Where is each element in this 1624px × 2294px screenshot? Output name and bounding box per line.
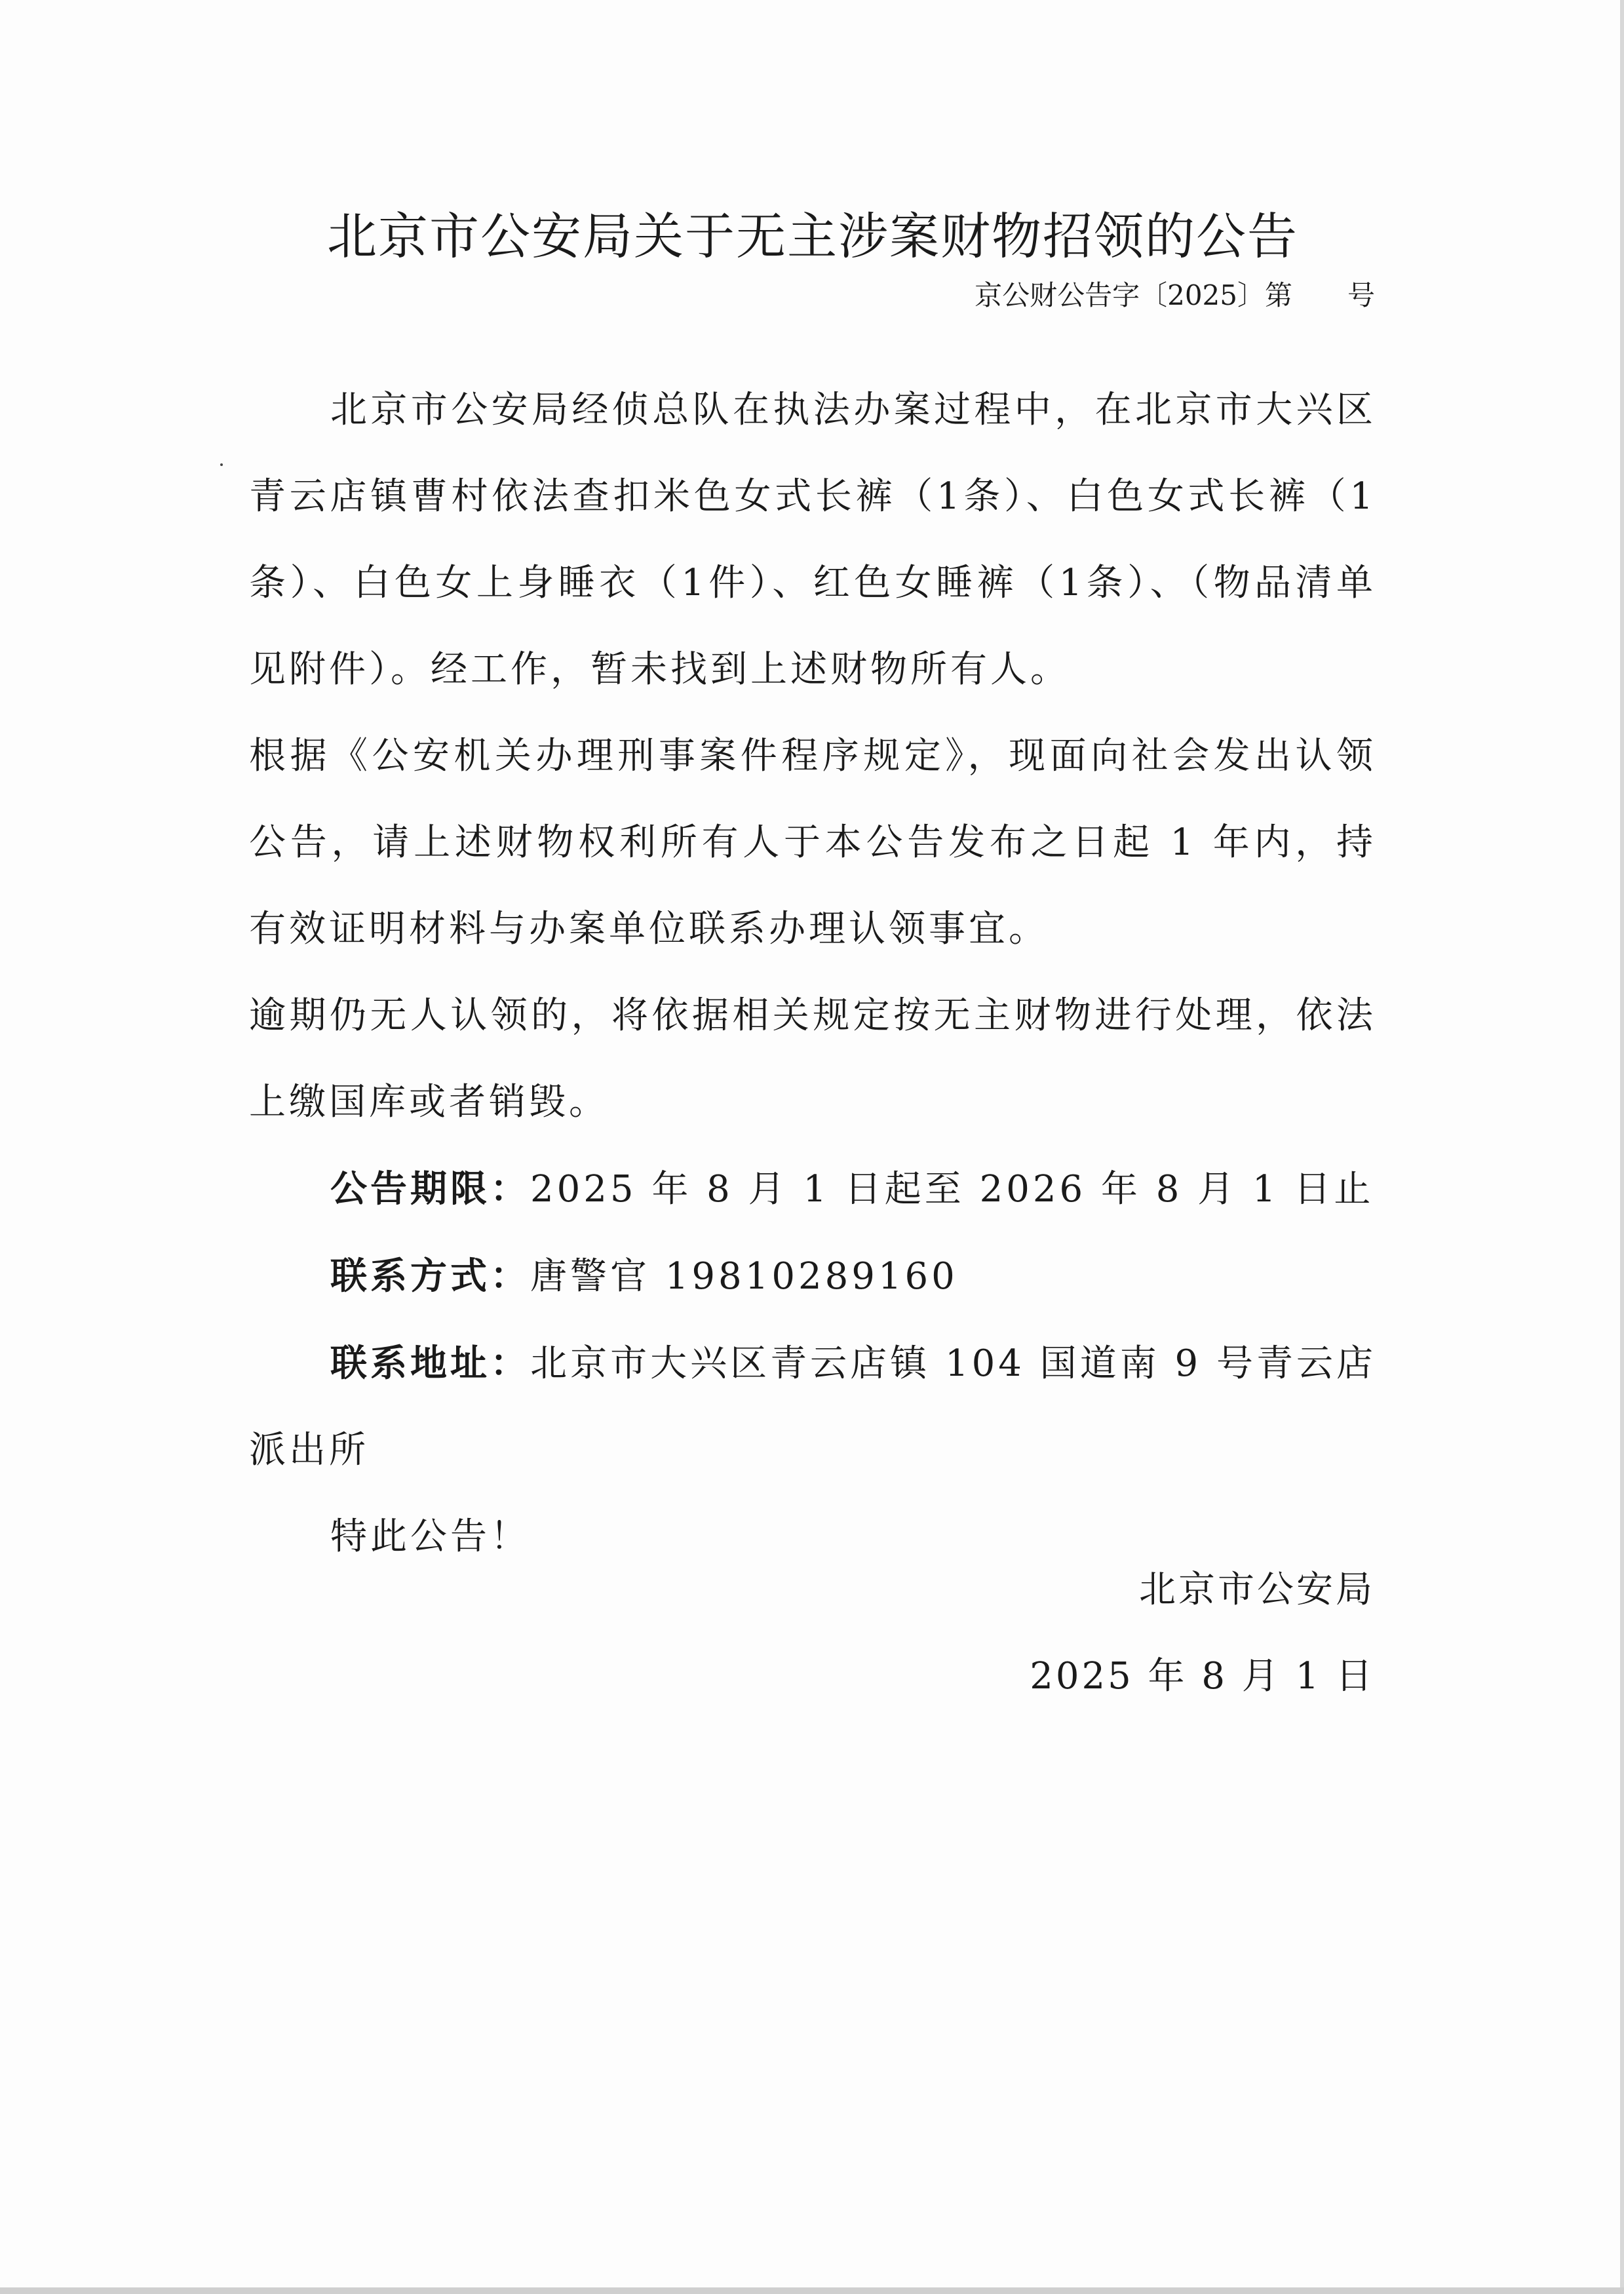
document-title: 北京市公安局关于无主涉案财物招领的公告 bbox=[327, 207, 1298, 265]
paragraph-overdue: 逾期仍无人认领的，将依据相关规定按无主财物进行处理，依法上缴国库或者销毁。 bbox=[249, 994, 1376, 1123]
document-body bbox=[249, 367, 1376, 1580]
address-label: 联系地址： bbox=[330, 1342, 531, 1385]
period-value: 2025 年 8 月 1 日起至 2026 年 8 月 1 日止 bbox=[530, 1168, 1374, 1211]
field-period bbox=[249, 1146, 1376, 1233]
paragraph-seizure: 北京市公安局经侦总队在执法办案过程中，在北京市大兴区青云店镇曹村依法查扣米色女式长裤（1条）、白色女式长裤（1条）、白色女上身睡衣（1件）、红色女睡裤（1条）、（物品清单见附件）。经工作，暂未找到上述财物所有人。 bbox=[249, 389, 1376, 691]
closing-line: 特此公告！ bbox=[330, 1515, 530, 1558]
scan-speck bbox=[220, 463, 223, 466]
period-label: 公告期限： bbox=[330, 1167, 530, 1211]
address-value: 北京市大兴区青云店镇 104 国道南 9 号青云店派出所 bbox=[249, 1342, 1377, 1471]
scan-edge-bottom bbox=[0, 2287, 1624, 2294]
field-address bbox=[249, 1320, 1376, 1494]
contact-label: 联系方式： bbox=[330, 1254, 530, 1298]
scan-edge-right bbox=[1620, 0, 1624, 2294]
paragraph-claim-notice: 根据《公安机关办理刑事案件程序规定》，现面向社会发出认领公告，请上述财物权利所有人于本公告发布之日起 1 年内，持有效证明材料与办案单位联系办理认领事宜。 bbox=[249, 735, 1376, 950]
field-contact bbox=[249, 1233, 1376, 1320]
signature-block bbox=[1030, 1547, 1375, 1720]
signature-date: 2025 年 8 月 1 日 bbox=[1030, 1655, 1375, 1698]
contact-value: 唐警官 19810289160 bbox=[530, 1255, 958, 1298]
signature-org: 北京市公安局 bbox=[1139, 1568, 1375, 1611]
document-number: 京公财公告字〔2025〕第 号 bbox=[975, 279, 1375, 311]
